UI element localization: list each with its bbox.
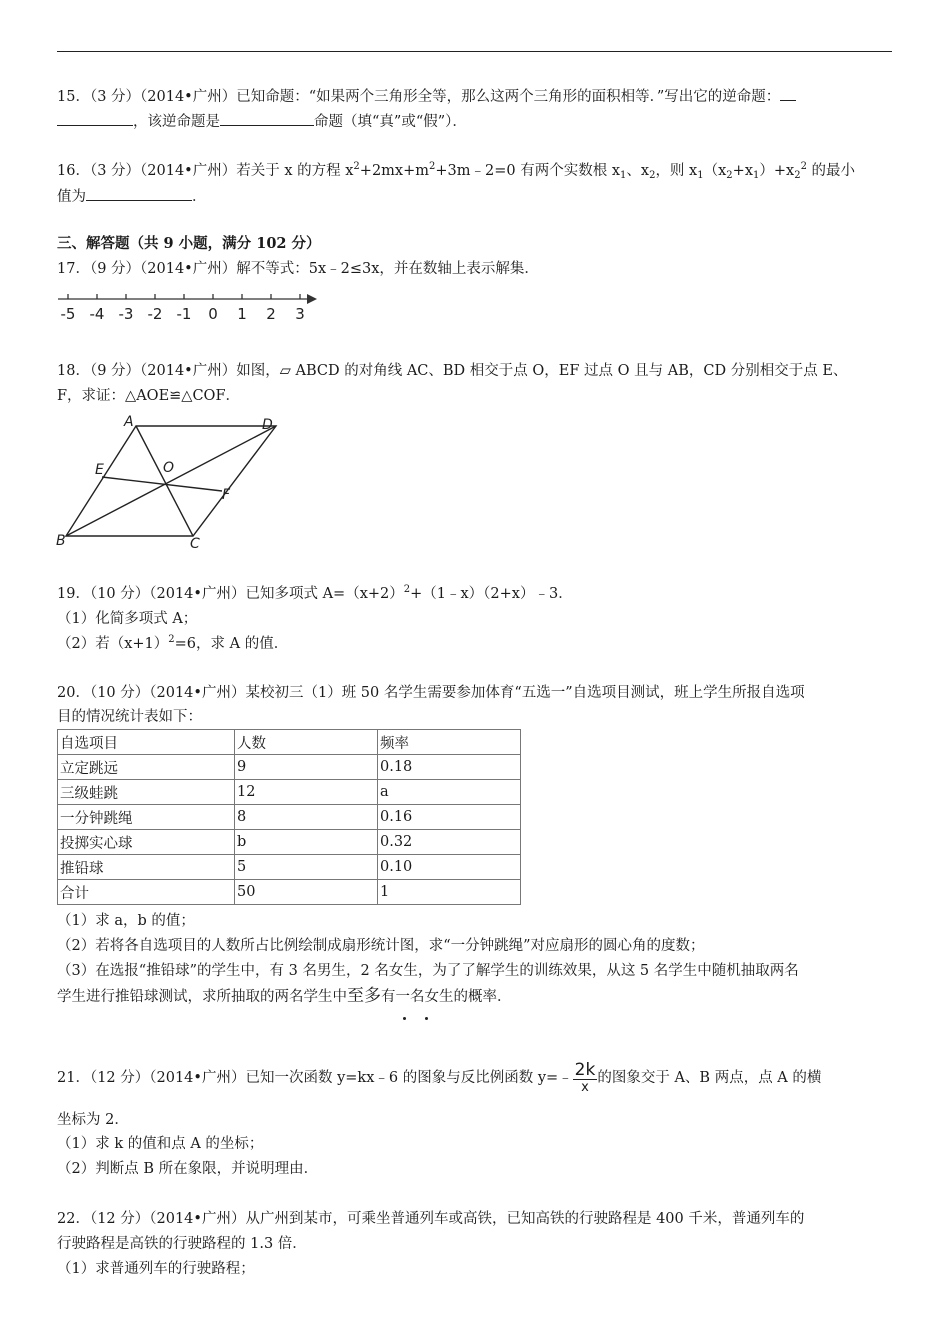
q22-line2: 行驶路程是高铁的行驶路程的 1.3 倍．	[57, 1236, 307, 1252]
q21-line1: 21．（12 分）（2014•广州）已知一次函数 y=kx﹣6 的图象与反比例函数 y=﹣ $\frac{2k}{x}$ 的图象交于 A、B 两点，点 A 的横	[57, 1059, 822, 1095]
table-cell: 一分钟跳绳	[58, 805, 235, 830]
axis-label: -3	[118, 305, 134, 323]
table-cell: 合计	[58, 880, 235, 905]
q18-line1: 18．（9 分）（2014•广州）如图，▱ ABCD 的对角线 AC、BD 相交于点 O，EF 过点 O 且与 AB，CD 分别相交于点 E、	[57, 363, 848, 379]
label-d: D	[262, 417, 273, 433]
emphasis-dot	[403, 1017, 406, 1020]
table-cell: 5	[235, 855, 378, 880]
table-cell: 0.32	[378, 830, 521, 855]
table-cell: 立定跳远	[58, 755, 235, 780]
parallelogram-figure	[50, 408, 290, 558]
fraction: $\frac{2k}{x}$	[574, 1059, 596, 1095]
q21-sub2: （2）判断点 B 所在象限，并说明理由．	[57, 1161, 319, 1177]
q19-line1: 19．（10 分）（2014•广州）已知多项式 $A=(x+2)^2+(1﹣x)(2+x)﹣3$．	[57, 584, 573, 602]
q18-line2: F，求证：△AOE≌△COF．	[57, 388, 240, 404]
table-cell: 1	[378, 880, 521, 905]
table-cell: 0.16	[378, 805, 521, 830]
label-b: B	[56, 533, 66, 549]
axis-label: 1	[237, 305, 247, 323]
emphasis-dot	[425, 1017, 428, 1020]
table-row	[58, 780, 521, 805]
q21-sub1: （1）求 k 的值和点 A 的坐标；	[57, 1136, 264, 1152]
header-rule	[57, 51, 892, 52]
q20-line1: 20．（10 分）（2014•广州）某校初三（1）班 50 名学生需要参加体育“五选一”自选项目测试，班上学生所报自选项	[57, 685, 805, 701]
table-row	[58, 805, 521, 830]
q20-sub2: （2）若将各自选项目的人数所占比例绘制成扇形统计图，求“一分钟跳绳”对应扇形的圆心角的度数；	[57, 938, 705, 954]
label-a: A	[124, 414, 134, 430]
q19-sub2: （2）若$(x+1)^2=6$，求 A 的值．	[57, 634, 289, 652]
q20-line2: 目的情况统计表如下：	[57, 709, 202, 725]
table-cell: 频率	[378, 730, 521, 755]
table-cell: 人数	[235, 730, 378, 755]
axis-label: 0	[208, 305, 218, 323]
q16-line2: 值为 ．	[57, 186, 207, 207]
table-cell: 0.18	[378, 755, 521, 780]
label-e: E	[95, 462, 104, 478]
axis-label: -2	[147, 305, 163, 323]
table-cell: 推铅球	[58, 855, 235, 880]
table-cell: b	[235, 830, 378, 855]
axis-label: 3	[295, 305, 305, 323]
q15-line2: ，该逆命题是 命题（填“真”或“假”）．	[57, 111, 467, 132]
table-row	[58, 830, 521, 855]
axis-label: -5	[60, 305, 76, 323]
q20-sub3-line2: 学生进行推铅球测试，求所抽取的两名学生中至多有一名女生的概率．	[57, 986, 512, 1006]
q20-sub1: （1）求 a，b 的值；	[57, 913, 195, 929]
axis-label: -4	[89, 305, 105, 323]
diagonal-ac	[136, 426, 193, 536]
label-f: F	[222, 487, 231, 503]
q22-sub1: （1）求普通列车的行驶路程；	[57, 1261, 255, 1277]
q15-line1: 15．（3 分）（2014•广州）已知命题：“如果两个三角形全等，那么这两个三角形的面积相等．”写出它的逆命题：	[57, 86, 796, 107]
table-cell: 投掷实心球	[58, 830, 235, 855]
table-cell: 50	[235, 880, 378, 905]
number-line	[55, 288, 325, 326]
table-cell: a	[378, 780, 521, 805]
section-title: 三、解答题（共 9 小题，满分 102 分）	[57, 235, 321, 252]
q17-text: 17．（9 分）（2014•广州）解不等式：5x﹣2≤3x，并在数轴上表示解集．	[57, 261, 539, 277]
q22-line1: 22．（12 分）（2014•广州）从广州到某市，可乘坐普通列车或高铁，已知高铁的行驶路程是 400 千米，普通列车的	[57, 1211, 805, 1227]
table-header-row	[58, 730, 521, 755]
label-o: O	[163, 460, 175, 476]
table-cell: 三级蛙跳	[58, 780, 235, 805]
q19-sub1: （1）化简多项式 A；	[57, 611, 198, 627]
segment-ef	[102, 477, 222, 491]
diagonal-bd	[66, 426, 276, 536]
table-cell: 8	[235, 805, 378, 830]
table-cell: 9	[235, 755, 378, 780]
q21-line2: 坐标为 2．	[57, 1112, 129, 1128]
table-row	[58, 855, 521, 880]
q16-line1: 16．（3 分）（2014•广州）若关于 x 的方程 $x^2+2mx+m^2+3m﹣2=0$ 有两个实数根 $x_1$、$x_2$，则 $x_1(x_2+x_1)+x_2^2$ 的最小	[57, 161, 856, 181]
table-row	[58, 755, 521, 780]
stats-table	[57, 729, 521, 905]
arrow-icon	[307, 294, 317, 304]
table-cell: 自选项目	[58, 730, 235, 755]
axis-label: -1	[176, 305, 192, 323]
label-c: C	[190, 536, 200, 552]
emphasis-text: 至多	[347, 986, 381, 1006]
table-cell: 12	[235, 780, 378, 805]
axis-label: 2	[266, 305, 276, 323]
table-cell: 0.10	[378, 855, 521, 880]
q20-sub3-line1: （3）在选报“推铅球”的学生中，有 3 名男生，2 名女生，为了了解学生的训练效果，从这 5 名学生中随机抽取两名	[57, 963, 799, 979]
table-row	[58, 880, 521, 905]
